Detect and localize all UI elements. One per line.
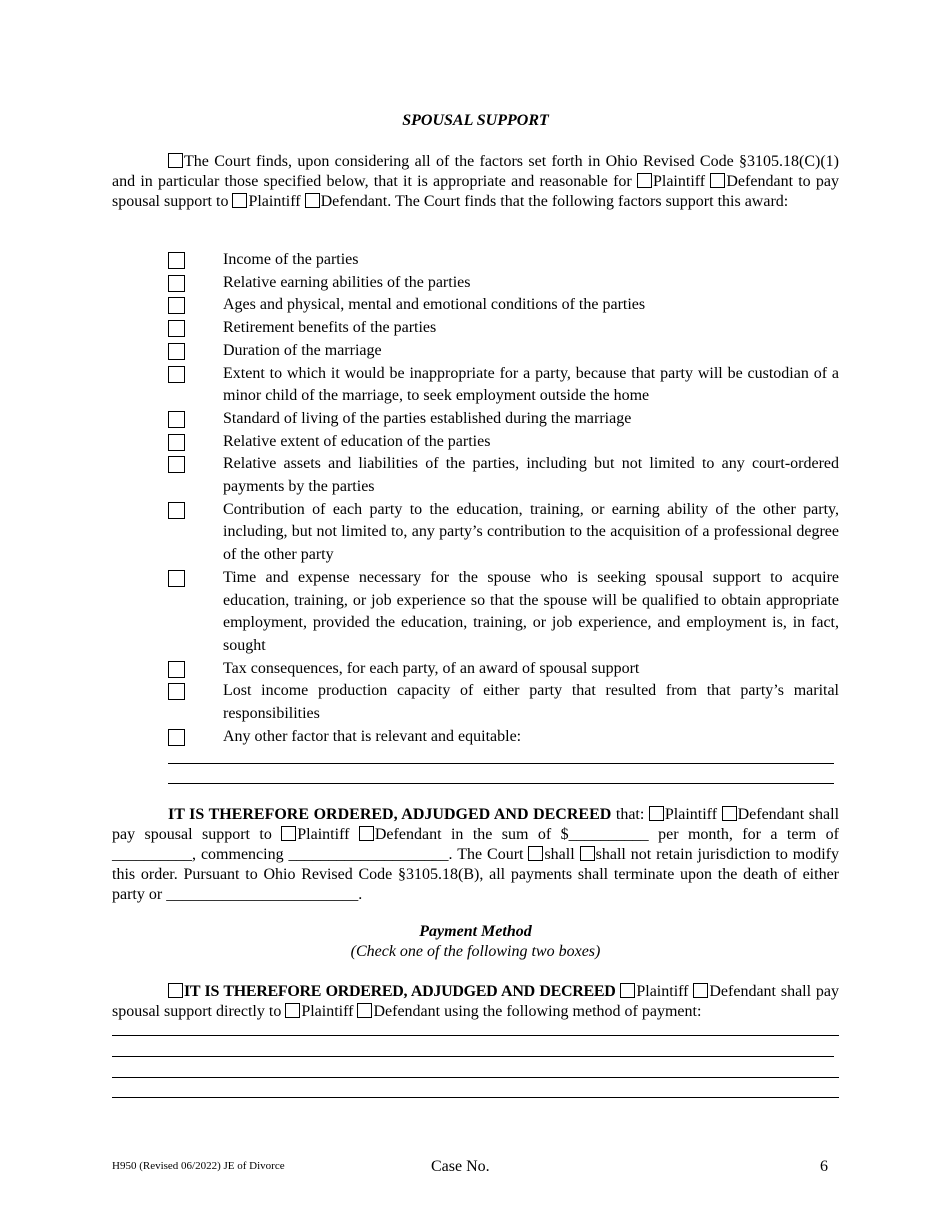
factor-item: Income of the parties — [168, 249, 839, 272]
factor-item: Extent to which it would be inappropriate for a party, because that party will be custodian of a minor child of the marriage, to seek employment outside the home — [168, 363, 839, 408]
factor-item: Standard of living of the parties established during the marriage — [168, 408, 839, 431]
payment-plaintiff-payer-checkbox[interactable] — [620, 983, 635, 998]
factor-checkbox[interactable] — [168, 502, 185, 519]
factor-checkbox[interactable] — [168, 683, 185, 700]
factor-item: Contribution of each party to the education, training, or earning ability of the other party, including, but not limited to, any party’s contribution to the acquisition of a professional degree of the other party — [168, 499, 839, 567]
factor-item: Relative assets and liabilities of the parties, including but not limited to any court-ordered payments by the parties — [168, 453, 839, 498]
section-title: SPOUSAL SUPPORT — [402, 112, 549, 129]
factor-item: Relative earning abilities of the parties — [168, 272, 839, 295]
factor-checkbox[interactable] — [168, 320, 185, 337]
order-defendant-payee-checkbox[interactable] — [359, 826, 374, 841]
factor-list — [168, 249, 839, 748]
payment-method-line[interactable] — [112, 1097, 839, 1098]
findings-paragraph: The Court finds, upon considering all of the factors set forth in Ohio Revised Code §3105.18(C)(1) and in particular those specified below, that it is appropriate and reasonable for Plaintiff Defendant to pay spousal support to Plaintiff Defendant. The Court finds that the following factors support this award: — [112, 153, 840, 210]
factor-checkbox[interactable] — [168, 729, 185, 746]
order-plaintiff-payee-checkbox[interactable] — [281, 826, 296, 841]
factor-item: Tax consequences, for each party, of an award of spousal support — [168, 658, 839, 681]
factor-item: Time and expense necessary for the spouse who is seeking spousal support to acquire education, training, or job experience so that the spouse will be qualified to obtain appropriate employment, provided the education, training, or job experience, and employment is, in fact, sought — [168, 567, 839, 658]
factor-item: Any other factor that is relevant and equitable: — [168, 726, 839, 749]
payment-method-line[interactable] — [112, 1077, 839, 1078]
case-number-label: Case No. — [431, 1158, 490, 1175]
factor-item: Ages and physical, mental and emotional conditions of the parties — [168, 294, 839, 317]
findings-checkbox[interactable] — [168, 153, 183, 168]
payment-defendant-payee-checkbox[interactable] — [357, 1003, 372, 1018]
findings-plaintiff-payer-checkbox[interactable] — [637, 173, 652, 188]
factor-item: Retirement benefits of the parties — [168, 317, 839, 340]
factor-item: Lost income production capacity of either party that resulted from that party’s marital responsibilities — [168, 680, 839, 725]
payment-defendant-payer-checkbox[interactable] — [693, 983, 708, 998]
factor-checkbox[interactable] — [168, 252, 185, 269]
factor-checkbox[interactable] — [168, 434, 185, 451]
factor-checkbox[interactable] — [168, 297, 185, 314]
payment-order-paragraph: IT IS THEREFORE ORDERED, ADJUDGED AND DECREED Plaintiff Defendant shall pay spousal support directly to Plaintiff Defendant using the following method of payment: — [112, 983, 839, 1020]
payment-plaintiff-payee-checkbox[interactable] — [285, 1003, 300, 1018]
not-retain-jurisdiction-checkbox[interactable] — [580, 846, 595, 861]
findings-plaintiff-payee-checkbox[interactable] — [232, 193, 247, 208]
factor-checkbox[interactable] — [168, 570, 185, 587]
order-paragraph: IT IS THEREFORE ORDERED, ADJUDGED AND DECREED that: Plaintiff Defendant shall pay spousal support to Plaintiff Defendant in the sum of $__________ per month, for a term of __________, commencing ____________________. The Court shall shall not retain jurisdiction to modify this order. Pursuant to Ohio Revised Code §3105.18(B), all payments shall terminate upon the death of either party or ________________________. — [112, 806, 840, 903]
findings-defendant-payee-checkbox[interactable] — [305, 193, 320, 208]
page-number: 6 — [820, 1158, 828, 1175]
factor-checkbox[interactable] — [168, 661, 185, 678]
payment-method-line[interactable] — [112, 1035, 839, 1036]
factor-checkbox[interactable] — [168, 343, 185, 360]
retain-jurisdiction-checkbox[interactable] — [528, 846, 543, 861]
factor-checkbox[interactable] — [168, 411, 185, 428]
payment-method-subheading: (Check one of the following two boxes) — [350, 943, 601, 960]
order-defendant-payer-checkbox[interactable] — [722, 806, 737, 821]
factor-item: Relative extent of education of the parties — [168, 431, 839, 454]
factor-item: Duration of the marriage — [168, 340, 839, 363]
payment-method-line[interactable] — [112, 1056, 834, 1057]
factor-checkbox[interactable] — [168, 366, 185, 383]
other-factor-line[interactable] — [168, 783, 834, 784]
other-factor-line[interactable] — [168, 763, 834, 764]
payment-direct-checkbox[interactable] — [168, 983, 183, 998]
findings-defendant-payer-checkbox[interactable] — [710, 173, 725, 188]
form-id: H950 (Revised 06/2022) JE of Divorce — [112, 1160, 285, 1172]
payment-method-heading: Payment Method — [419, 923, 532, 940]
order-plaintiff-payer-checkbox[interactable] — [649, 806, 664, 821]
factor-checkbox[interactable] — [168, 456, 185, 473]
factor-checkbox[interactable] — [168, 275, 185, 292]
